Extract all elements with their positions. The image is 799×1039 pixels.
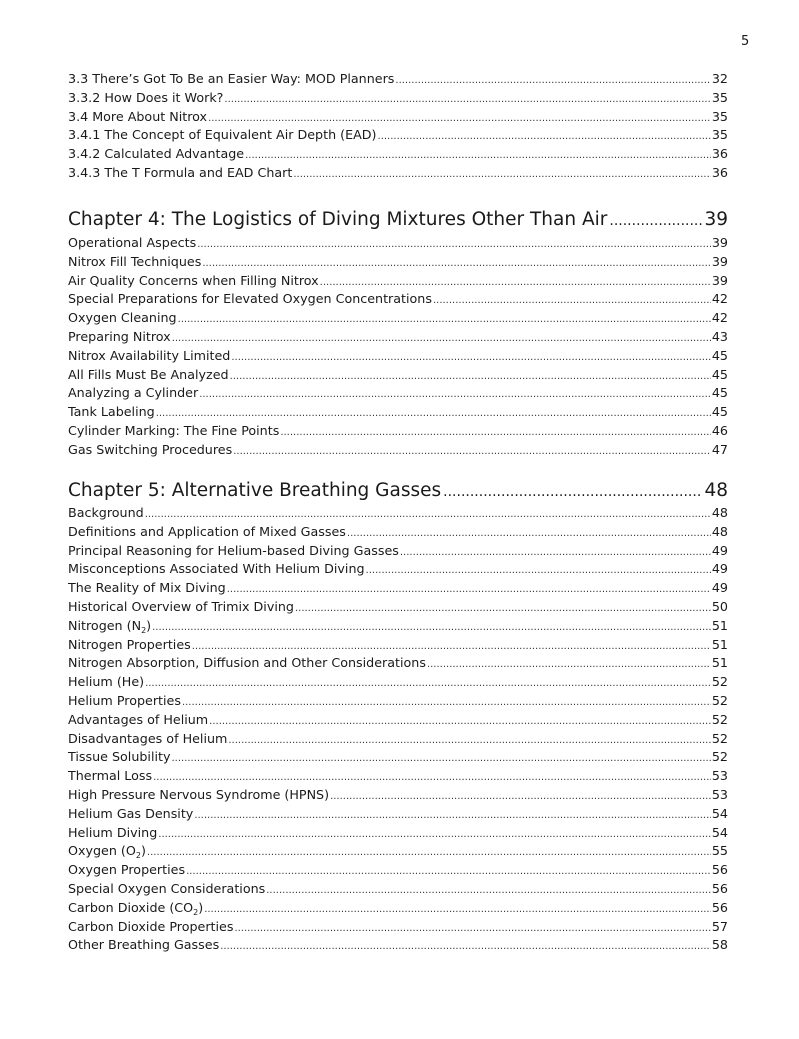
toc-entry-page: 35 <box>711 127 728 143</box>
toc-entry <box>68 542 728 561</box>
toc-entry-text: Background <box>68 505 144 520</box>
toc-entry-text: Advantages of Helium <box>68 711 209 727</box>
toc-entry-text: 3.4.2 Calculated Advantage <box>68 146 245 162</box>
toc-entry-text: Helium Diving <box>68 824 158 840</box>
leader-dots <box>145 673 711 694</box>
leader-dots <box>182 692 711 713</box>
toc-entry-page: 36 <box>711 146 728 162</box>
toc-entry-page: 53 <box>711 768 728 784</box>
toc-entry <box>68 89 728 108</box>
toc-entry-title <box>68 290 432 309</box>
toc-entry-page: 49 <box>711 542 728 558</box>
toc-entry-page: 50 <box>711 598 728 614</box>
leader-dots <box>153 767 711 788</box>
toc-entry-text: Air Quality Concerns when Filling Nitrox <box>68 272 319 288</box>
toc-entry <box>68 730 728 749</box>
toc-entry <box>68 842 728 861</box>
chapter-page: 48 <box>704 480 728 501</box>
toc-entry-text: Misconceptions Associated With Helium Diving <box>68 561 365 577</box>
leader-dots <box>293 164 711 185</box>
subscript: 2 <box>135 851 141 861</box>
toc-entry-text: 3.4 More About Nitrox <box>68 108 208 124</box>
toc-entry-page: 36 <box>711 164 728 180</box>
toc-entry-title <box>68 347 230 366</box>
toc-entry-page: 56 <box>711 899 728 915</box>
toc-entry-page: 52 <box>711 730 728 746</box>
toc-entry <box>68 253 728 272</box>
toc-entry-title <box>68 598 294 617</box>
toc-entry-page: 55 <box>711 843 728 859</box>
leader-dots <box>220 936 711 957</box>
leader-dots <box>145 504 711 525</box>
toc-entry <box>68 786 728 805</box>
toc-entry <box>68 673 728 692</box>
toc-entry <box>68 560 728 579</box>
toc-entry <box>68 70 728 89</box>
toc-entry-text: Disadvantages of Helium <box>68 730 228 746</box>
toc-chapter-5 <box>68 504 728 955</box>
toc-entry <box>68 692 728 711</box>
toc-entry-page: 52 <box>711 711 728 727</box>
toc-entry <box>68 366 728 385</box>
toc-entry-title <box>68 805 193 824</box>
toc-entry-text-tail: ) <box>146 617 152 633</box>
leader-dots <box>172 328 711 349</box>
leader-dots <box>178 309 711 330</box>
toc-entry-title <box>68 441 232 460</box>
leader-dots <box>227 579 711 600</box>
toc-entry <box>68 384 728 403</box>
toc-entry-page: 42 <box>711 310 728 326</box>
toc-entry-title <box>68 880 265 899</box>
toc-entry <box>68 309 728 328</box>
toc-entry-title <box>68 164 292 183</box>
toc-entry <box>68 579 728 598</box>
toc-entry <box>68 422 728 441</box>
toc-entry-page: 52 <box>711 692 728 708</box>
subscript: 2 <box>141 625 147 635</box>
toc-entry-text-tail: ) <box>198 899 204 915</box>
toc-entry <box>68 504 728 523</box>
toc-entry-page: 48 <box>711 523 728 539</box>
toc-entry-text: Helium (He) <box>68 674 145 690</box>
leader-dots <box>158 824 711 845</box>
toc-entry-page: 32 <box>711 71 728 86</box>
toc-entry <box>68 272 728 291</box>
toc-entry-page: 52 <box>711 749 728 765</box>
toc-entry-title <box>68 842 146 863</box>
toc-entry-page: 45 <box>711 366 728 382</box>
leader-dots <box>443 477 702 506</box>
toc-entry-text: Helium Properties <box>68 692 181 708</box>
toc-entry-text: Other Breathing Gasses <box>68 937 220 953</box>
toc-entry-page: 47 <box>711 441 728 457</box>
toc-entry-text: Tank Labeling <box>68 404 155 420</box>
toc-entry-page: 54 <box>711 805 728 821</box>
toc-entry <box>68 523 728 542</box>
toc-entry-title <box>68 126 377 145</box>
toc-entry-page: 56 <box>711 880 728 896</box>
toc-entry-text: Special Oxygen Considerations <box>68 880 266 896</box>
toc-entry-text: Carbon Dioxide Properties <box>68 918 234 934</box>
toc-entry-text: Analyzing a Cylinder <box>68 385 199 401</box>
toc-entry <box>68 441 728 460</box>
toc-entry-page: 39 <box>711 272 728 288</box>
toc-entry-title <box>68 861 185 880</box>
toc-entry-text: Nitrogen Absorption, Diffusion and Other Considerations <box>68 655 426 671</box>
toc-entry-title <box>68 899 203 920</box>
toc-entry-page: 43 <box>711 328 728 344</box>
toc-entry-page: 51 <box>711 655 728 671</box>
subscript: 2 <box>193 907 199 917</box>
leader-dots <box>609 206 702 235</box>
toc-entry-page: 56 <box>711 862 728 878</box>
toc-entry-title <box>68 403 155 422</box>
toc-entry <box>68 636 728 655</box>
toc-entry-text: Tissue Solubility <box>68 749 171 765</box>
toc-entry-page: 51 <box>711 617 728 633</box>
toc-entry-text: Oxygen Properties <box>68 862 186 878</box>
toc-entry-text: Thermal Loss <box>68 768 153 784</box>
toc-entry-text: Principal Reasoning for Helium-based Diving Gasses <box>68 542 399 558</box>
toc-entry <box>68 617 728 636</box>
toc-entry-title <box>68 711 208 730</box>
leader-dots <box>347 523 711 544</box>
toc-entry-page: 49 <box>711 561 728 577</box>
toc-entry-title <box>68 824 157 843</box>
toc-entry <box>68 403 728 422</box>
toc-section-3 <box>68 70 728 183</box>
leader-dots <box>192 636 711 657</box>
toc-entry <box>68 805 728 824</box>
toc-entry-text: 3.4.3 The T Formula and EAD Chart <box>68 164 293 180</box>
toc-entry-page: 58 <box>711 937 728 953</box>
toc-entry-title <box>68 145 244 164</box>
toc-entry-page: 54 <box>711 824 728 840</box>
toc-entry-text: Nitrox Availability Limited <box>68 347 231 363</box>
toc-entry-title <box>68 936 219 955</box>
toc-entry-title <box>68 918 233 937</box>
toc-entry-text: Oxygen (O <box>68 843 136 859</box>
chapter-title: Chapter 5: Alternative Breathing Gasses <box>68 480 442 501</box>
toc-entry-text: Special Preparations for Elevated Oxygen Concentrations <box>68 291 432 307</box>
toc-entry <box>68 126 728 145</box>
leader-dots <box>280 422 711 443</box>
toc-entry-title <box>68 89 223 108</box>
toc-entry <box>68 164 728 183</box>
toc-entry-title <box>68 748 170 767</box>
toc-entry-text: Preparing Nitrox <box>68 328 171 344</box>
toc-entry-text: All Fills Must Be Analyzed <box>68 366 229 382</box>
toc-entry-text: The Reality of Mix Diving <box>68 580 226 596</box>
toc-entry-page: 45 <box>711 347 728 363</box>
leader-dots <box>330 786 711 807</box>
toc-entry-title <box>68 70 394 89</box>
toc-entry-text: Nitrogen (N <box>68 617 142 633</box>
toc-entry-title <box>68 366 229 385</box>
leader-dots <box>156 403 711 424</box>
toc-entry-text: Carbon Dioxide (CO <box>68 899 194 915</box>
toc-entry-title <box>68 560 365 579</box>
toc-entry-text: 3.3.2 How Does it Work? <box>68 89 224 105</box>
toc-entry-text: Oxygen Cleaning <box>68 310 177 326</box>
leader-dots <box>186 861 711 882</box>
leader-dots <box>152 617 711 638</box>
toc-entry-title <box>68 309 177 328</box>
chapter-4-heading <box>68 206 728 234</box>
toc-entry-text: Definitions and Application of Mixed Gasses <box>68 523 346 539</box>
toc-entry <box>68 899 728 918</box>
toc-entry-title <box>68 234 196 253</box>
leader-dots <box>204 899 711 920</box>
leader-dots <box>400 542 711 563</box>
leader-dots <box>433 290 711 311</box>
leader-dots <box>234 918 710 939</box>
toc-entry <box>68 861 728 880</box>
toc-entry-page: 42 <box>711 291 728 307</box>
toc-entry-page: 53 <box>711 786 728 802</box>
toc-entry <box>68 748 728 767</box>
toc-entry-text: Nitrox Fill Techniques <box>68 253 202 269</box>
leader-dots <box>320 272 711 293</box>
toc-entry-title <box>68 523 346 542</box>
toc-entry-text-tail: ) <box>140 843 146 859</box>
toc-entry-title <box>68 673 144 692</box>
toc-entry-title <box>68 692 181 711</box>
toc-entry <box>68 654 728 673</box>
toc-entry-text: Cylinder Marking: The Fine Points <box>68 422 280 438</box>
toc-entry-title <box>68 636 191 655</box>
toc-entry-page: 45 <box>711 404 728 420</box>
toc-entry-text: Helium Gas Density <box>68 805 194 821</box>
leader-dots <box>208 108 711 129</box>
toc-entry-title <box>68 786 329 805</box>
leader-dots <box>228 730 710 751</box>
chapter-5-heading <box>68 477 728 505</box>
toc-entry <box>68 767 728 786</box>
leader-dots <box>231 347 711 368</box>
toc-entry-title <box>68 504 144 523</box>
toc-entry-text: 3.4.1 The Concept of Equivalent Air Depth (EAD) <box>68 127 377 143</box>
leader-dots <box>194 805 711 826</box>
toc-entry <box>68 880 728 899</box>
toc-entry-title <box>68 579 226 598</box>
toc-entry-title <box>68 730 227 749</box>
toc-entry-page: 35 <box>711 108 728 124</box>
toc-entry <box>68 108 728 127</box>
toc-entry <box>68 234 728 253</box>
toc-entry-title <box>68 272 319 291</box>
leader-dots <box>224 89 710 110</box>
leader-dots <box>378 126 711 147</box>
leader-dots <box>199 384 711 405</box>
toc-entry-page: 52 <box>711 674 728 690</box>
toc-entry-title <box>68 253 201 272</box>
leader-dots <box>245 145 711 166</box>
chapter-title: Chapter 4: The Logistics of Diving Mixtures Other Than Air <box>68 209 608 230</box>
toc-entry <box>68 936 728 955</box>
page-number: 5 <box>741 34 750 49</box>
toc-entry-title <box>68 422 279 441</box>
toc-entry-page: 48 <box>711 505 728 520</box>
toc-entry-text: Nitrogen Properties <box>68 636 191 652</box>
toc-entry-title <box>68 542 399 561</box>
toc-entry <box>68 145 728 164</box>
toc-entry-title <box>68 654 426 673</box>
leader-dots <box>230 366 711 387</box>
leader-dots <box>209 711 711 732</box>
leader-dots <box>266 880 711 901</box>
toc-entry <box>68 711 728 730</box>
toc-entry-text: Historical Overview of Trimix Diving <box>68 598 294 614</box>
toc-entry-page: 46 <box>711 422 728 438</box>
toc-entry <box>68 918 728 937</box>
toc-entry-title <box>68 108 207 127</box>
leader-dots <box>427 654 711 675</box>
leader-dots <box>197 234 711 255</box>
toc-entry-page: 39 <box>711 235 728 250</box>
toc-chapter-4 <box>68 234 728 460</box>
toc-entry-title <box>68 384 198 403</box>
toc-entry-page: 49 <box>711 580 728 596</box>
leader-dots <box>366 560 711 581</box>
toc-entry <box>68 328 728 347</box>
toc-entry-text: 3.3 There’s Got To Be an Easier Way: MOD Planners <box>68 71 395 86</box>
leader-dots <box>171 748 710 769</box>
leader-dots <box>233 441 711 462</box>
leader-dots <box>295 598 711 619</box>
toc-entry-page: 57 <box>711 918 728 934</box>
toc-entry <box>68 598 728 617</box>
toc-entry-text: High Pressure Nervous Syndrome (HPNS) <box>68 786 330 802</box>
toc-entry <box>68 824 728 843</box>
leader-dots <box>147 842 711 863</box>
toc-entry-text: Operational Aspects <box>68 235 197 250</box>
toc-entry <box>68 290 728 309</box>
toc-entry-title <box>68 617 151 638</box>
leader-dots <box>395 70 710 91</box>
toc-entry-page: 51 <box>711 636 728 652</box>
leader-dots <box>202 253 711 274</box>
toc-entry-page: 45 <box>711 385 728 401</box>
toc-entry-page: 35 <box>711 89 728 105</box>
toc-entry-title <box>68 767 152 786</box>
toc-entry-text: Gas Switching Procedures <box>68 441 233 457</box>
toc-entry-title <box>68 328 171 347</box>
chapter-page: 39 <box>704 209 728 230</box>
toc-entry-page: 39 <box>711 253 728 269</box>
toc-entry <box>68 347 728 366</box>
